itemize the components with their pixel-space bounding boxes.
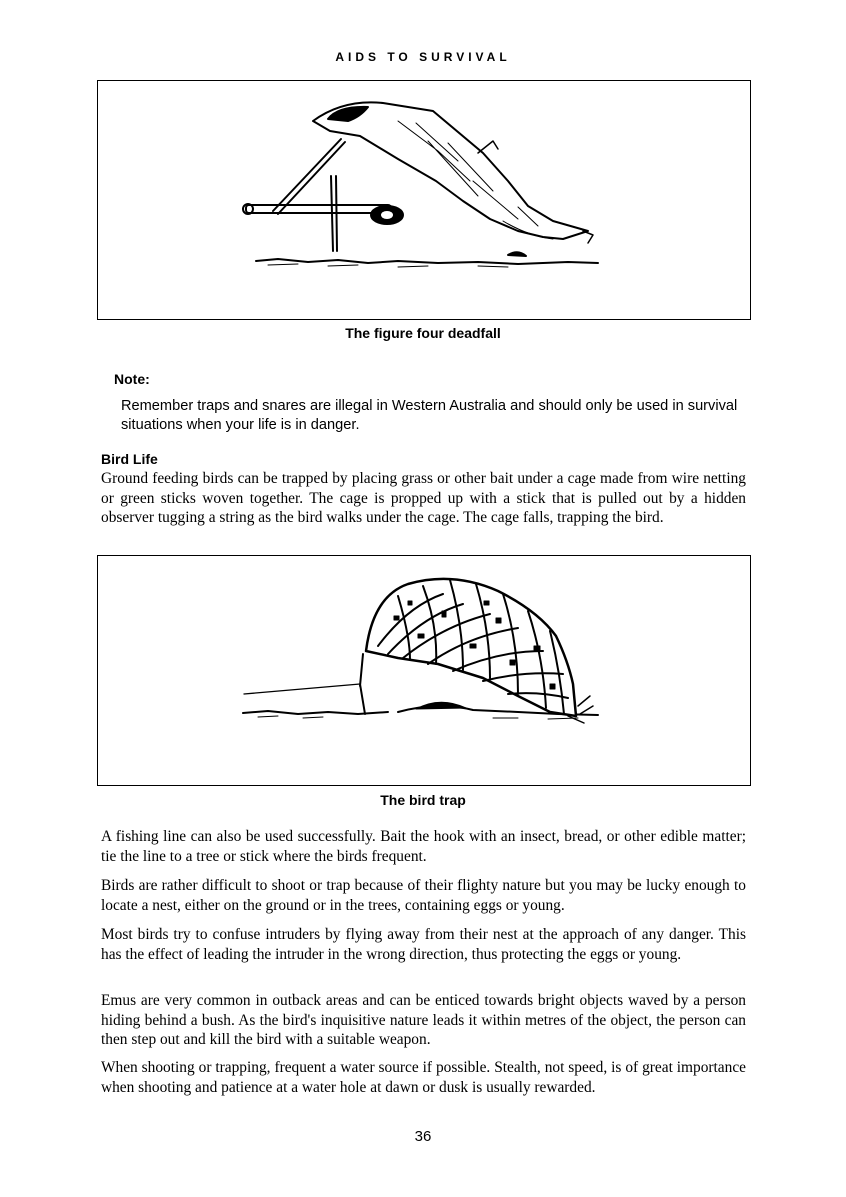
note-text: Remember traps and snares are illegal in Western Australia and should only be used in survival situations when your life is in danger.	[121, 398, 738, 433]
figure-caption: The figure four deadfall	[345, 325, 501, 341]
body-paragraph: Birds are rather difficult to shoot or trap because of their flighty nature but you may be lucky enough to locate a nest, either on the ground or in the trees, containing eggs or young.	[101, 877, 746, 914]
section-intro-paragraph: Ground feeding birds can be trapped by placing grass or other bait under a cage made from wire netting or green sticks woven together. The cage is propped up with a stick that is pulled out by a hidden observer tugging a string as the bird walks under the cage. The cage falls, trapping the bird.	[101, 470, 746, 526]
bird-trap-frame	[97, 555, 751, 786]
body-paragraph: Most birds try to confuse intruders by flying away from their nest at the approach of any danger. This has the effect of leading the intruder in the wrong direction, thus protecting the eggs or young.	[101, 926, 746, 963]
figure-four-deadfall-frame	[97, 80, 751, 320]
figure-four-deadfall-illustration	[98, 81, 750, 319]
body-paragraph: Emus are very common in outback areas and can be enticed towards bright objects waved by a person hiding behind a bush. As the bird's inquisitive nature leads it within metres of the object, the person can then step out and kill the bird with a suitable weapon.	[101, 992, 746, 1048]
bird-trap-illustration	[98, 556, 750, 785]
note-label: Note:	[114, 371, 150, 387]
running-header: AIDS TO SURVIVAL	[335, 50, 511, 64]
section-heading: Bird Life	[101, 451, 158, 467]
page-number: 36	[414, 1128, 432, 1145]
body-paragraph: A fishing line can also be used successfully. Bait the hook with an insect, bread, or other edible matter; tie the line to a tree or stick where the birds frequent.	[101, 828, 746, 865]
body-paragraph: When shooting or trapping, frequent a water source if possible. Stealth, not speed, is of great importance when shooting and patience at a water hole at dawn or dusk is usually rewarded.	[101, 1059, 746, 1096]
figure-caption: The bird trap	[380, 792, 466, 808]
